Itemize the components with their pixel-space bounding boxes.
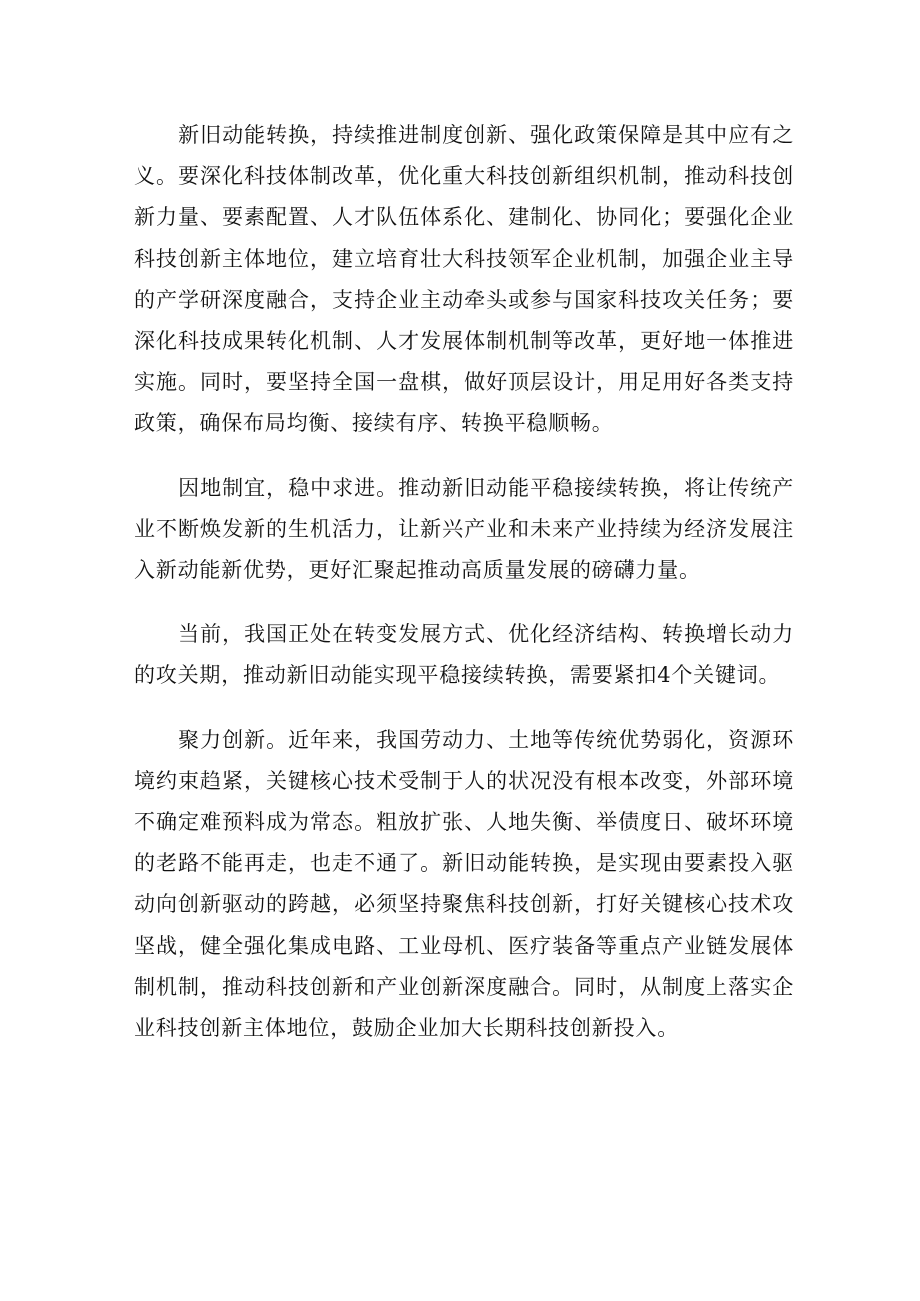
article-body xyxy=(134,115,794,1072)
paragraph-innovation-focus: 聚力创新。近年来，我国劳动力、土地等传统优势弱化，资源环境约束趋紧，关键核心技术受制于人的状况没有根本改变，外部环境不确定难预料成为常态。粗放扩张、人地失衡、举债度日、破坏环境的老路不能再走，也走不通了。新旧动能转换，是实现由要素投入驱动向创新驱动的跨越，必须坚持聚焦科技创新，打好关键核心技术攻坚战，健全强化集成电路、工业母机、医疗装备等重点产业链发展体制机制，推动科技创新和产业创新深度融合。同时，从制度上落实企业科技创新主体地位，鼓励企业加大长期科技创新投入。 xyxy=(134,727,794,1041)
paragraph-adapt-locally: 因地制宜，稳中求进。推动新旧动能平稳接续转换，将让传统产业不断焕发新的生机活力，让新兴产业和未来产业持续为经济发展注入新动能新优势，更好汇聚起推动高质量发展的磅礴力量。 xyxy=(134,475,794,583)
paragraph-policy-support: 新旧动能转换，持续推进制度创新、强化政策保障是其中应有之义。要深化科技体制改革，优化重大科技创新组织机制，推动科技创新力量、要素配置、人才队伍体系化、建制化、协同化；要强化企业科技创新主体地位，建立培育壮大科技领军企业机制，加强企业主导的产学研深度融合，支持企业主动牵头或参与国家科技攻关任务；要深化科技成果转化机制、人才发展体制机制等改革，更好地一体推进实施。同时，要坚持全国一盘棋，做好顶层设计，用足用好各类支持政策，确保布局均衡、接续有序、转换平稳顺畅。 xyxy=(134,123,794,436)
paragraph-current-stage: 当前，我国正处在转变发展方式、优化经济结构、转换增长动力的攻关期，推动新旧动能实现平稳接续转换，需要紧扣4个关键词。 xyxy=(134,622,794,688)
